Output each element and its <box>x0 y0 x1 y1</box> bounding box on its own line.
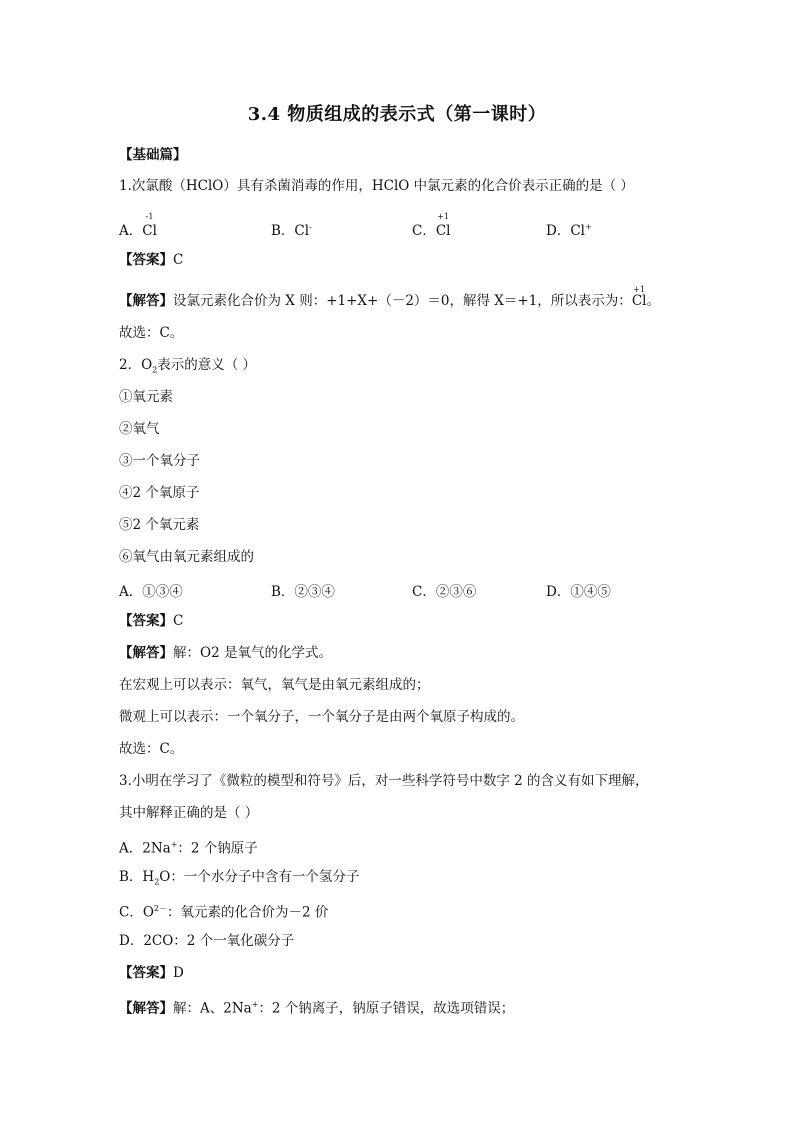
q2-option-c: C．②③⑥ <box>412 584 477 600</box>
q1-answer: 【答案】C <box>119 252 184 268</box>
q2-item: ①氧元素 <box>119 389 173 405</box>
q2-option-b: B．②③④ <box>271 584 335 600</box>
q1-option-d-symbol: Cl <box>570 223 585 239</box>
q3-option-d: D．2CO：2 个一氧化碳分子 <box>119 933 295 949</box>
q1-conclusion: 故选：C。 <box>119 325 184 341</box>
q2-conclusion: 故选：C。 <box>119 741 184 757</box>
q1-option-a-prefix: A． <box>119 223 143 239</box>
q1-option-c-valence: +1 <box>437 212 450 221</box>
q1-option-d-charge: + <box>584 222 592 232</box>
q2-analysis-line: 在宏观上可以表示：氧气，氧气是由氧元素组成的； <box>119 677 430 693</box>
q2-item: ⑤2 个氧元素 <box>119 517 200 533</box>
q2-option-a: A．①③④ <box>119 584 183 600</box>
section-heading: 【基础篇】 <box>119 147 187 163</box>
q2-item: ③一个氧分子 <box>119 453 200 469</box>
q2-item: ④2 个氧原子 <box>119 485 200 501</box>
page-title: 3.4 物质组成的表示式（第一课时） <box>247 104 547 125</box>
q1-analysis: 【解答】设氯元素化合价为 X 则：+1+X+（－2）＝0，解得 X＝+1，所以表示为： +1 Cl。 <box>119 285 660 309</box>
q1-option-b-charge: - <box>309 222 312 232</box>
q3-option-a: A．2Na+：2 个钠原子 <box>119 840 258 857</box>
q2-stem: 2．$O_2$表示的意义（ ） <box>119 357 257 375</box>
q2-answer: 【答案】C <box>119 613 184 629</box>
q1-option-b-symbol: Cl <box>294 223 310 239</box>
q1-option-a-valence: -1 <box>145 212 154 221</box>
q3-answer: 【答案】D <box>119 965 184 981</box>
q3-option-b: B．$H_2O$：一个水分子中含有一个氢分子 <box>119 869 360 887</box>
q2-item: ⑥氧气由氧元素组成的 <box>119 549 254 565</box>
q3-stem: 3.小明在学习了《微粒的模型和符号》后，对一些科学符号中数字 2 的含义有如下理解， <box>119 773 649 789</box>
q3-analysis: 【解答】解：A、2Na+：2 个钠离子，钠原子错误，故选项错误； <box>119 1000 515 1017</box>
q1-analysis-symbol: +1 Cl <box>631 285 647 309</box>
q1-option-c-symbol: +1 Cl <box>435 212 451 239</box>
q3-stem-cont: 其中解释正确的是（ ） <box>119 805 259 821</box>
q1-option-c: C． +1 Cl <box>412 212 451 239</box>
q2-answer-value: C <box>173 613 184 629</box>
q1-option-d: D．Cl+ <box>546 222 592 239</box>
q1-option-a-symbol: -1 Cl <box>142 212 157 239</box>
q1-answer-value: C <box>173 252 184 268</box>
q1-stem: 1.次氯酸（HClO）具有杀菌消毒的作用，HClO 中氯元素的化合价表示正确的是（ ） <box>119 178 634 194</box>
q3-option-c: C．$O^{2-}$：氧元素的化合价为－2 价 <box>119 904 329 921</box>
q2-option-d: D．①④⑤ <box>546 584 611 600</box>
q2-analysis-line: 微观上可以表示：一个氧分子，一个氧分子是由两个氧原子构成的。 <box>119 709 524 725</box>
q3-answer-value: D <box>173 965 184 981</box>
q1-option-b: B．Cl- <box>271 222 312 239</box>
q2-analysis: 【解答】解：O2 是氧气的化学式。 <box>119 645 332 661</box>
q1-option-a <box>119 212 157 239</box>
q2-item: ②氧气 <box>119 421 160 437</box>
